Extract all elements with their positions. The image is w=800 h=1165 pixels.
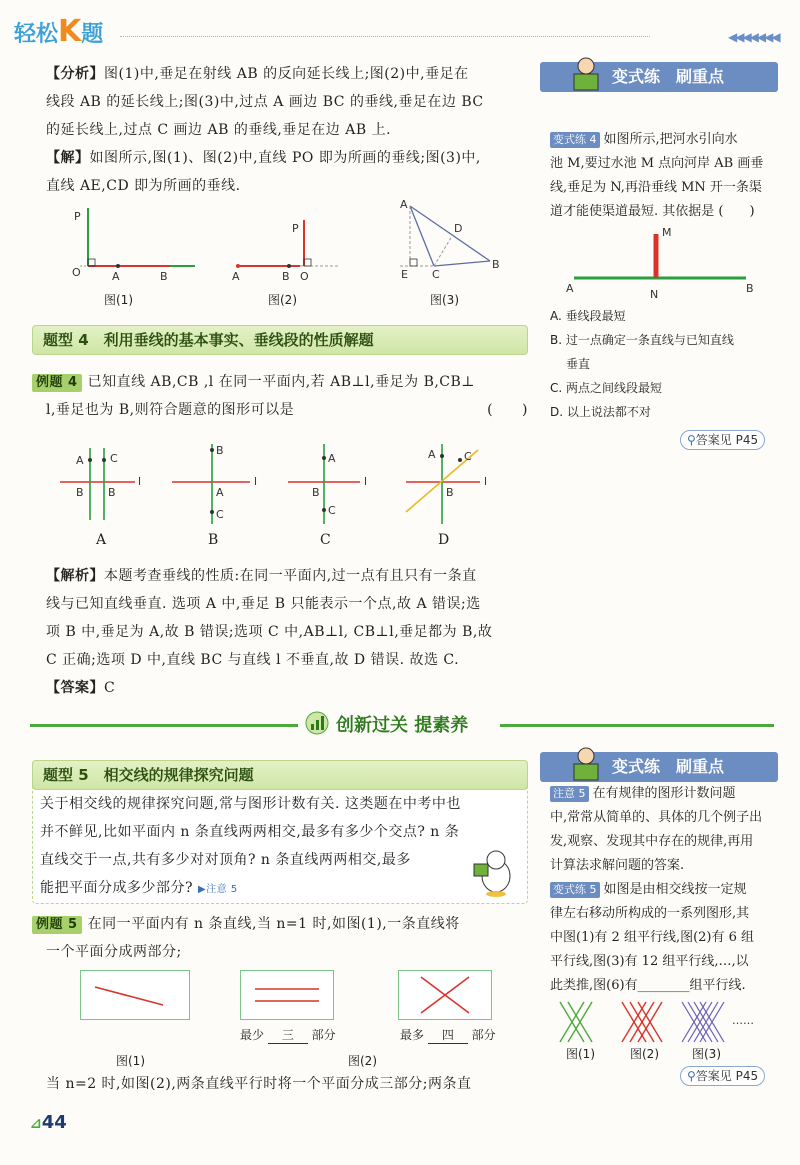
option-c-figure <box>288 444 367 524</box>
example4-figures <box>60 440 500 532</box>
side-head-1: 变式练 刷重点 <box>540 62 778 92</box>
example-5: 例题 5 在同一平面内有 n 条直线,当 n=1 时,如图(1),一条直线将 一个平面分成两部分; <box>32 910 528 966</box>
analysis-block-1: 【分析】图(1)中,垂足在射线 AB 的反向延长线上;图(2)中,垂足在 线段 AB 的延长线上;图(3)中,过点 A 画边 BC 的垂线,垂足在边 BC 的延长线上,过点 C 画边 AB 的垂线,垂足在边 AB 上. 【解】如图所示,图(1)、图(2)中,直线 PO 即为所画的垂线;图(3)中, 直线 AE,CD 即为所画的垂线. <box>46 66 484 194</box>
header-divider <box>120 36 650 37</box>
side-head-2: 变式练 刷重点 <box>540 752 778 782</box>
svg-text:A: A <box>428 448 436 461</box>
svg-text:P: P <box>292 222 299 235</box>
svg-text:C: C <box>328 504 336 517</box>
banner-title: 创新过关 提素养 <box>336 715 469 736</box>
side2-cap2: 图(2) <box>630 1047 659 1061</box>
note-link[interactable]: ▶注意 5 <box>197 884 238 895</box>
section-title-type4: 题型 4 利用垂线的基本事实、垂线段的性质解题 <box>32 325 528 355</box>
svg-text:l: l <box>254 475 258 488</box>
option-c-label: C <box>320 532 331 548</box>
svg-text:A: A <box>76 454 84 467</box>
figure-3 <box>400 198 500 281</box>
type5-text: 关于相交线的规律探究问题,常与图形计数有关. 这类题在中考中也 并不鲜见,比如平面内 n 条直线两两相交,最多有多少个交点? n 条 直线交于一点,共有多少对对顶角? n 条直线两两相交,最多 能把平面分成多少部分? ▶注意 5 <box>40 796 461 896</box>
svg-text:l: l <box>364 475 368 488</box>
example5-fig2a <box>240 970 334 1020</box>
svg-text:A: A <box>328 452 336 465</box>
option-a-label: A <box>96 532 107 548</box>
example5-fig1 <box>80 970 190 1020</box>
most-parts: 最多 四 部分 <box>400 1028 496 1042</box>
example-label: 例题 5 <box>32 916 82 934</box>
svg-text:l: l <box>138 475 142 488</box>
header-logo: 轻松K题 <box>14 14 104 49</box>
svg-text:C: C <box>432 268 440 281</box>
svg-text:B: B <box>76 486 84 499</box>
side1-option-a[interactable]: A. 垂线段最短 <box>550 309 626 323</box>
svg-text:B: B <box>312 486 320 499</box>
figure-2 <box>232 220 340 283</box>
analysis-block-2: 【解析】本题考查垂线的性质:在同一平面内,过一点有且只有一条直 线与已知直线垂直. 选项 A 中,垂足 B 只能表示一个点,故 A 错误;选 项 B 中,垂足为 A,故 B 错误;选项 C 中,AB⊥l, CB⊥l,垂足都为 B,故 C 正确;选项 D 中,直线 BC 与直线 l 不垂直,故 D 错误. 故选 C. 【答案】C <box>46 568 493 696</box>
example-4: 例题 4 已知直线 AB,CB ,l 在同一平面内,若 AB⊥l,垂足为 B,CB⊥ l,垂足也为 B,则符合题意的图形可以是 ( ) <box>32 368 528 424</box>
svg-text:B: B <box>216 444 224 457</box>
svg-text:A: A <box>400 198 408 211</box>
side2-cap3: 图(3) <box>692 1047 721 1061</box>
example5-last-line: 当 n=2 时,如图(2),两条直线平行时将一个平面分成三部分;两条直 <box>46 1076 472 1092</box>
example-label: 例题 4 <box>32 374 82 392</box>
side1-option-b[interactable]: B. 过一点确定一条直线与已知直线 <box>550 333 734 347</box>
side1-option-c[interactable]: C. 两点之间线段最短 <box>550 381 663 395</box>
river-figure <box>560 222 770 304</box>
example5-cap2: 图(2) <box>348 1054 377 1068</box>
section-title-type5: 题型 5 相交线的规律探究问题 <box>32 760 528 790</box>
option-d-label: D <box>438 532 450 548</box>
option-d-figure <box>406 444 487 524</box>
caption-fig-3: 图(3) <box>430 293 459 307</box>
example5-fig2b <box>398 970 492 1020</box>
answer-ref-1[interactable]: ⚲答案见 P45 <box>680 430 765 450</box>
caption-fig-2: 图(2) <box>268 293 297 307</box>
example5-cap1: 图(1) <box>116 1054 145 1068</box>
svg-text:P: P <box>74 210 81 223</box>
option-b-figure <box>172 444 257 524</box>
caption-fig-1: 图(1) <box>104 293 133 307</box>
answer-ref-2[interactable]: ⚲答案见 P45 <box>680 1066 765 1086</box>
option-b-label: B <box>208 532 219 548</box>
svg-text:……: …… <box>732 1014 754 1027</box>
page-number: ⊿44 <box>30 1112 67 1133</box>
svg-text:B: B <box>108 486 116 499</box>
svg-text:D: D <box>454 222 463 235</box>
least-parts: 最少 三 部分 <box>240 1028 336 1042</box>
side1-options: A. 垂线段最短 B. 过一点确定一条直线与已知直线 垂直 C. 两点之间线段最短 D. 以上说法都不对 <box>550 304 776 424</box>
banner-chart-icon <box>304 710 334 736</box>
pin-icon: ⚲ <box>687 433 696 447</box>
svg-text:l: l <box>484 475 488 488</box>
mascot-icon <box>468 846 520 898</box>
figure-1 <box>72 208 195 283</box>
side2-note: 注意 5 在有规律的图形计数问题 中,常常从简单的、具体的几个例子出 发,观察、发现其中存在的规律,再用 计算法求解问题的答案. <box>550 786 763 873</box>
option-a-figure <box>60 448 141 520</box>
svg-text:A: A <box>232 270 240 283</box>
svg-text:C: C <box>216 508 224 521</box>
svg-text:B: B <box>282 270 290 283</box>
pin-icon: ⚲ <box>687 1069 696 1083</box>
banner-line-right <box>500 724 774 727</box>
reading-boy-icon <box>566 54 606 94</box>
header-arrows-icon: ◀◀◀◀◀◀◀ <box>728 30 779 44</box>
svg-text:M: M <box>662 226 672 239</box>
svg-text:B: B <box>160 270 168 283</box>
svg-text:B: B <box>446 486 454 499</box>
side2-cap1: 图(1) <box>566 1047 595 1061</box>
parallel-figures <box>556 1000 756 1044</box>
svg-text:E: E <box>401 268 408 281</box>
svg-text:B: B <box>492 258 500 271</box>
svg-text:N: N <box>650 288 659 301</box>
svg-text:C: C <box>110 452 118 465</box>
svg-text:O: O <box>300 270 309 283</box>
svg-text:O: O <box>72 266 81 279</box>
svg-text:A: A <box>216 486 224 499</box>
svg-text:A: A <box>112 270 120 283</box>
side1-option-d[interactable]: D. 以上说法都不对 <box>550 405 651 419</box>
svg-text:B: B <box>746 282 754 295</box>
side1-question: 变式练 4 如图所示,把河水引向水 池 M,要过水池 M 点向河岸 AB 画垂 线,垂足为 N,再沿垂线 MN 开一条渠 道才能使渠道最短. 其依据是 ( ) <box>550 132 764 219</box>
svg-text:A: A <box>566 282 574 295</box>
side2-question: 变式练 5 如图是由相交线按一定规 律左右移动所构成的一系列图形,其 中图(1)有 2 组平行线,图(2)有 6 组 平行线,图(3)有 12 组平行线,…,以 此类推,图(6)有________组平行线. <box>550 882 755 993</box>
svg-text:C: C <box>464 450 472 463</box>
reading-boy-icon-2 <box>566 744 606 784</box>
banner-line-left <box>30 724 298 727</box>
